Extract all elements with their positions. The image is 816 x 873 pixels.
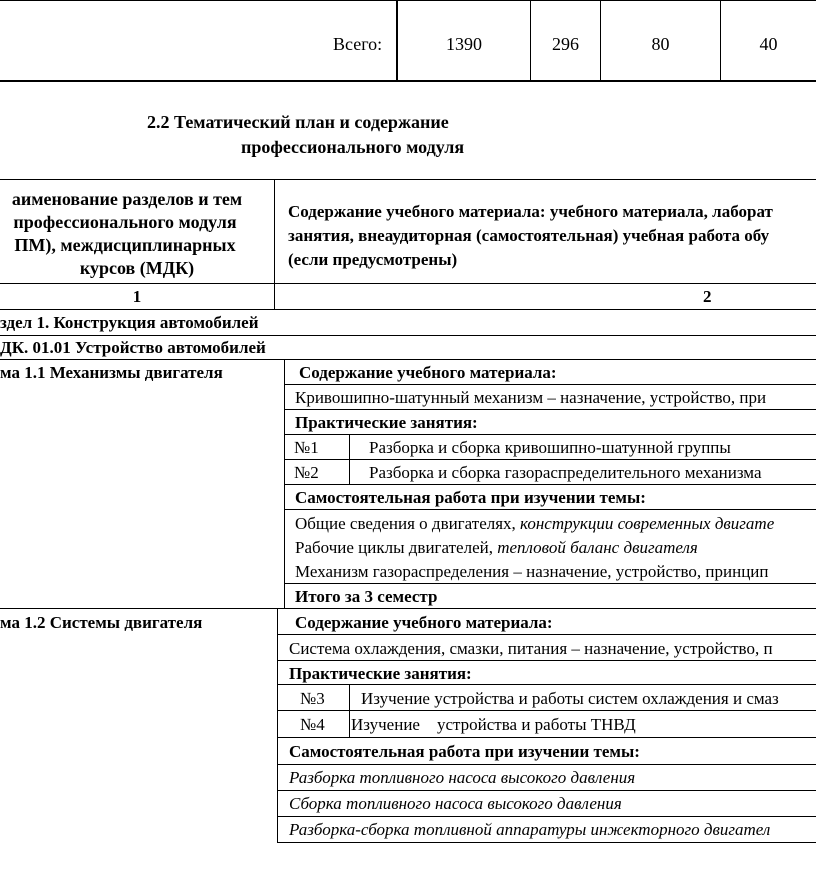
header-left-line: аименование разделов и тем bbox=[11, 189, 243, 209]
section-title-line2: профессионального модуля bbox=[241, 137, 465, 157]
col-number: 2 bbox=[703, 287, 712, 306]
plan-table-divider bbox=[277, 608, 278, 842]
row-divider bbox=[349, 434, 350, 484]
header-right-line: (если предусмотрены) bbox=[288, 250, 458, 269]
self-work-item bbox=[295, 538, 698, 558]
total-value: 40 bbox=[759, 34, 778, 54]
plan-table-border bbox=[277, 842, 816, 843]
row-line bbox=[277, 764, 816, 765]
self-work-item: Разборка-сборка топливной аппаратуры инжекторного двигател bbox=[289, 820, 771, 839]
row-line bbox=[284, 434, 816, 435]
topic-title: ма 1.1 Механизмы двигателя bbox=[0, 363, 223, 382]
content-text: Система охлаждения, смазки, питания – назначение, устройство, п bbox=[289, 639, 773, 658]
self-work-text: Общие сведения о двигателях, bbox=[295, 514, 521, 533]
self-work-item: Механизм газораспределения – назначение, устройство, принцип bbox=[295, 562, 769, 581]
row-line bbox=[277, 790, 816, 791]
practice-heading: Практические занятия: bbox=[295, 413, 478, 432]
practice-text: Разборка и сборка кривошипно-шатунной группы bbox=[369, 438, 731, 457]
practice-number: №3 bbox=[300, 689, 325, 708]
content-text: Кривошипно-шатунный механизм – назначение, устройство, при bbox=[295, 388, 767, 407]
self-work-heading: Самостоятельная работа при изучении темы: bbox=[295, 488, 646, 507]
content-heading: Содержание учебного материала: bbox=[295, 613, 553, 632]
self-work-item bbox=[295, 514, 774, 534]
content-heading: Содержание учебного материала: bbox=[299, 363, 557, 382]
top-table-border-bottom bbox=[0, 80, 816, 82]
header-right-line: Содержание учебного материала: учебного материала, лаборат bbox=[288, 202, 773, 221]
row-line bbox=[277, 816, 816, 817]
self-work-text-italic: тепловой баланс двигателя bbox=[497, 538, 698, 557]
section-row: здел 1. Конструкция автомобилей bbox=[0, 313, 259, 332]
row-line bbox=[277, 684, 816, 685]
row-line bbox=[277, 634, 816, 635]
practice-number: №1 bbox=[294, 438, 319, 457]
row-line bbox=[284, 509, 816, 510]
practice-text: Изучение устройства и работы систем охлаждения и смаз bbox=[361, 689, 779, 708]
row-line bbox=[284, 583, 816, 584]
topic-title: ма 1.2 Системы двигателя bbox=[0, 613, 203, 632]
top-table-border-top bbox=[0, 0, 816, 1]
header-right-line: занятия, внеаудиторная (самостоятельная) учебная работа обу bbox=[288, 226, 770, 245]
total-label: Всего: bbox=[333, 34, 383, 54]
plan-table-border bbox=[0, 608, 816, 609]
total-value: 296 bbox=[552, 34, 579, 54]
header-left-line: профессионального модуля bbox=[13, 212, 237, 232]
self-work-text: Рабочие циклы двигателей, bbox=[295, 538, 498, 557]
row-line bbox=[277, 660, 816, 661]
col-number: 1 bbox=[132, 287, 142, 306]
row-line bbox=[284, 484, 816, 485]
row-divider bbox=[349, 684, 350, 737]
row-line bbox=[284, 409, 816, 410]
practice-text: Изучение устройства и работы ТНВД bbox=[351, 715, 636, 734]
plan-table-border bbox=[0, 179, 816, 180]
row-line bbox=[277, 737, 816, 738]
plan-table-border bbox=[0, 283, 816, 284]
header-left-line: курсов (МДК) bbox=[79, 258, 195, 278]
row-line bbox=[284, 459, 816, 460]
plan-table-divider bbox=[274, 179, 275, 309]
total-value: 1390 bbox=[446, 34, 482, 54]
self-work-heading: Самостоятельная работа при изучении темы: bbox=[289, 742, 640, 761]
section-title-line1: 2.2 Тематический план и содержание bbox=[147, 112, 449, 132]
practice-number: №4 bbox=[300, 715, 325, 734]
header-left-line: ПМ), междисциплинарных bbox=[14, 235, 236, 255]
mdk-row: ДК. 01.01 Устройство автомобилей bbox=[0, 338, 266, 357]
plan-table-border bbox=[0, 359, 816, 360]
row-line bbox=[284, 384, 816, 385]
plan-table-border bbox=[0, 309, 816, 310]
total-value: 80 bbox=[651, 34, 670, 54]
self-work-item: Разборка топливного насоса высокого давления bbox=[289, 768, 636, 787]
self-work-item: Сборка топливного насоса высокого давления bbox=[289, 794, 622, 813]
total-row: Итого за 3 семестр bbox=[295, 587, 438, 606]
header-right bbox=[288, 200, 773, 272]
practice-heading: Практические занятия: bbox=[289, 664, 472, 683]
practice-number: №2 bbox=[294, 463, 319, 482]
plan-table-border bbox=[0, 335, 816, 336]
practice-text: Разборка и сборка газораспределительного механизма bbox=[369, 463, 762, 482]
header-left bbox=[0, 188, 274, 280]
row-line bbox=[277, 710, 816, 711]
self-work-text-italic: конструкции современных двигате bbox=[520, 514, 775, 533]
